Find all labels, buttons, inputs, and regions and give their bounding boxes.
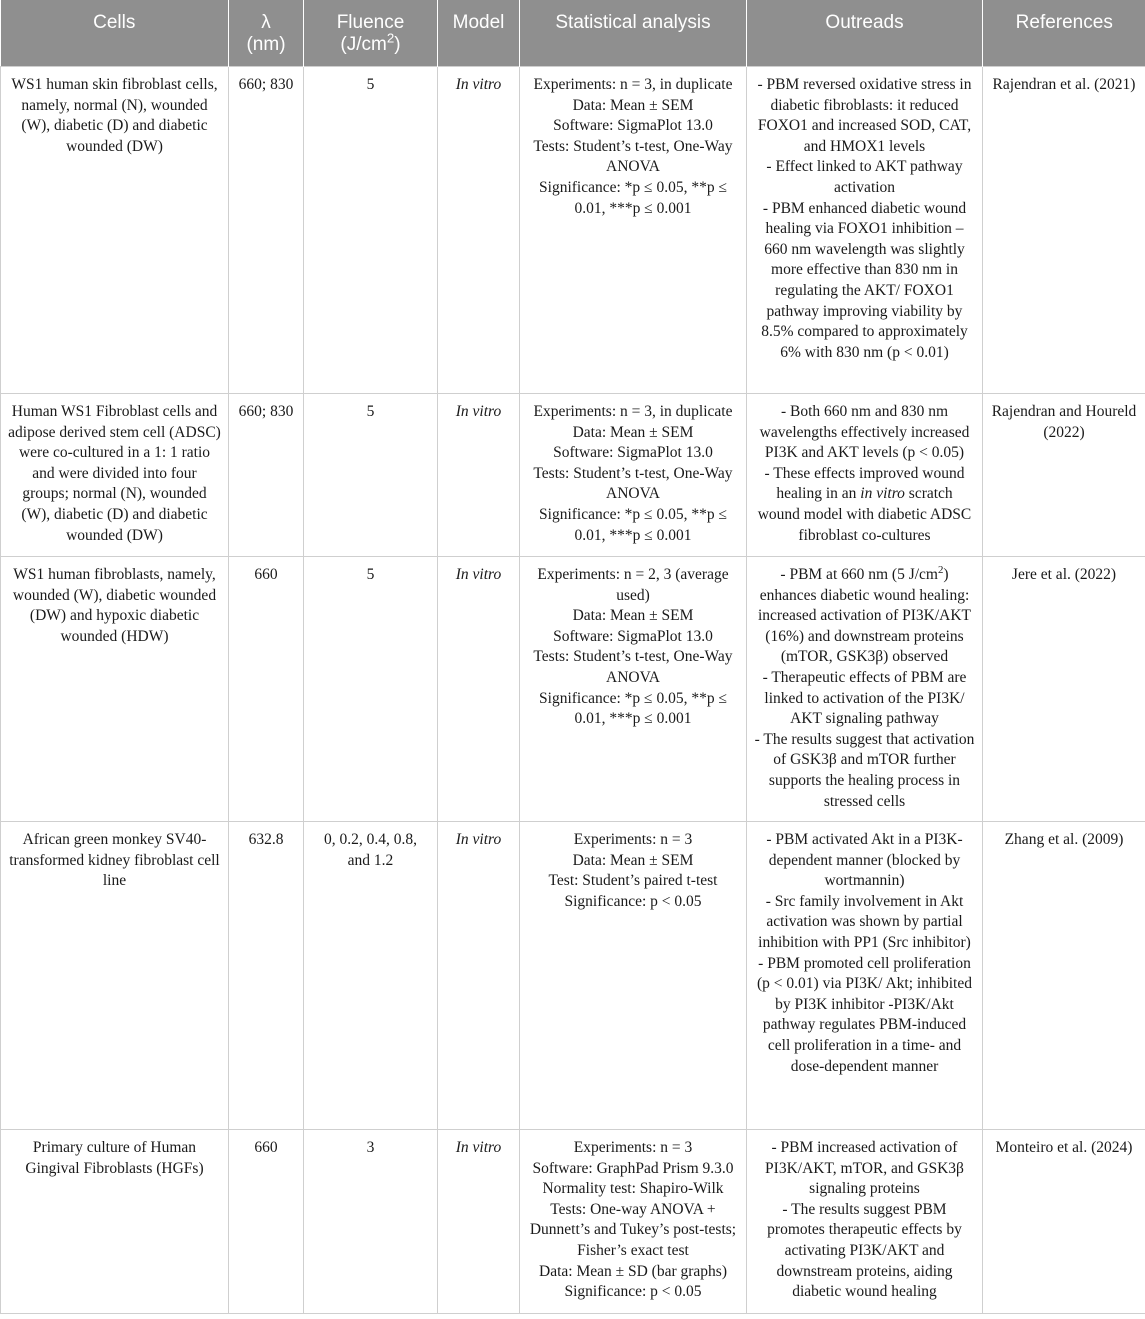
model-cell: In vitro [438, 394, 520, 557]
header-cells: Cells [1, 0, 229, 67]
table-row [1, 1130, 1145, 1314]
statistical-analysis-cell: Experiments: n = 3 Data: Mean ± SEM Test: Student’s paired t-test Significance: p < 0.05 [520, 822, 747, 1130]
outreads-cell: - PBM reversed oxidative stress in diabetic fibroblasts: it reduced FOXO1 and increased SOD, CAT, and HMOX1 levels - Effect linked to AKT pathway activation - PBM enhanced diabetic wound healing via FOXO1 inhibition –660 nm wavelength was slightly more effective than 830 nm in regulating the AKT/ FOXO1 pathway improving viability by 8.5% compared to approximately 6% with 830 nm (p < 0.01) [747, 67, 983, 394]
outreads-cell: - PBM at 660 nm (5 $J/cm^2$) enhances diabetic wound healing: increased activation of PI3K/AKT (16%) and downstream proteins (mTOR, GSK3β) observed - Therapeutic effects of PBM are linked to activation of the PI3K/ AKT signaling pathway - The results suggest that activation of GSK3β and mTOR further supports the healing process in stressed cells [747, 557, 983, 822]
model-cell: In vitro [438, 67, 520, 394]
lambda-cell: 660 [229, 1130, 304, 1314]
model-cell: In vitro [438, 822, 520, 1130]
header-fluence: Fluence $(J/cm^2)$ [304, 0, 438, 67]
statistical-analysis-cell: Experiments: n = 3, in duplicate Data: Mean ± SEM Software: SigmaPlot 13.0 Tests: Student’s t-test, One-Way ANOVA Significance: *p ≤ 0.05, **p ≤ 0.01, ***p ≤ 0.001 [520, 67, 747, 394]
header-references: References [983, 0, 1145, 67]
header-row [1, 0, 1145, 67]
model-cell: In vitro [438, 557, 520, 822]
cells-cell: WS1 human fibroblasts, namely, wounded (W), diabetic wounded (DW) and hypoxic diabetic wounded (HDW) [1, 557, 229, 822]
lambda-cell: 660; 830 [229, 394, 304, 557]
statistical-analysis-cell: Experiments: n = 3 Software: GraphPad Prism 9.3.0 Normality test: Shapiro-Wilk Tests: One-way ANOVA + Dunnett’s and Tukey’s post-tests; Fisher’s exact test Data: Mean ± SD (bar graphs) Significance: p < 0.05 [520, 1130, 747, 1314]
fluence-cell: 0, 0.2, 0.4, 0.8, and 1.2 [304, 822, 438, 1130]
lambda-cell: 660 [229, 557, 304, 822]
table-row [1, 557, 1145, 822]
statistical-analysis-cell: Experiments: n = 3, in duplicate Data: Mean ± SEM Software: SigmaPlot 13.0 Tests: Student’s t-test, One-Way ANOVA Significance: *p ≤ 0.05, **p ≤ 0.01, ***p ≤ 0.001 [520, 394, 747, 557]
outreads-cell: - PBM activated Akt in a PI3K-dependent manner (blocked by wortmannin) - Src family involvement in Akt activation was shown by partial inhibition with PP1 (Src inhibitor) - PBM promoted cell proliferation (p < 0.01) via PI3K/ Akt; inhibited by PI3K inhibitor -PI3K/Akt pathway regulates PBM-induced cell proliferation in a time- and dose-dependent manner [747, 822, 983, 1130]
reference-cell: Zhang et al. (2009) [983, 822, 1145, 1130]
header-model: Model [438, 0, 520, 67]
model-cell: In vitro [438, 1130, 520, 1314]
fluence-cell: 5 [304, 67, 438, 394]
reference-cell: Rajendran et al. (2021) [983, 67, 1145, 394]
reference-cell: Jere et al. (2022) [983, 557, 1145, 822]
reference-cell: Monteiro et al. (2024) [983, 1130, 1145, 1314]
table-row [1, 822, 1145, 1130]
header-lambda: λ (nm) [229, 0, 304, 67]
table-row [1, 394, 1145, 557]
outreads-cell: - PBM increased activation of PI3K/AKT, mTOR, and GSK3β signaling proteins - The results suggest PBM promotes therapeutic effects by activating PI3K/AKT and downstream proteins, aiding diabetic wound healing [747, 1130, 983, 1314]
cells-cell: Human WS1 Fibroblast cells and adipose derived stem cell (ADSC) were co-cultured in a 1: 1 ratio and were divided into four groups; normal (N), wounded (W), diabetic (D) and diabetic wounded (DW) [1, 394, 229, 557]
reference-cell: Rajendran and Houreld (2022) [983, 394, 1145, 557]
cells-cell: African green monkey SV40-transformed kidney fibroblast cell line [1, 822, 229, 1130]
table-row [1, 67, 1145, 394]
fluence-cell: 5 [304, 557, 438, 822]
outreads-cell: - Both 660 nm and 830 nm wavelengths effectively increased PI3K and AKT levels (p < 0.05) - These effects improved wound healing in an in vitro scratch wound model with diabetic ADSC fibroblast co-cultures [747, 394, 983, 557]
statistical-analysis-cell: Experiments: n = 2, 3 (average used) Data: Mean ± SEM Software: SigmaPlot 13.0 Tests: Student’s t-test, One-Way ANOVA Significance: *p ≤ 0.05, **p ≤ 0.01, ***p ≤ 0.001 [520, 557, 747, 822]
cells-cell: Primary culture of Human Gingival Fibroblasts (HGFs) [1, 1130, 229, 1314]
fluence-cell: 5 [304, 394, 438, 557]
header-outreads: Outreads [747, 0, 983, 67]
fluence-cell: 3 [304, 1130, 438, 1314]
cells-cell: WS1 human skin fibroblast cells, namely, normal (N), wounded (W), diabetic (D) and diabetic wounded (DW) [1, 67, 229, 394]
lambda-cell: 632.8 [229, 822, 304, 1130]
header-statistical-analysis: Statistical analysis [520, 0, 747, 67]
lambda-cell: 660; 830 [229, 67, 304, 394]
